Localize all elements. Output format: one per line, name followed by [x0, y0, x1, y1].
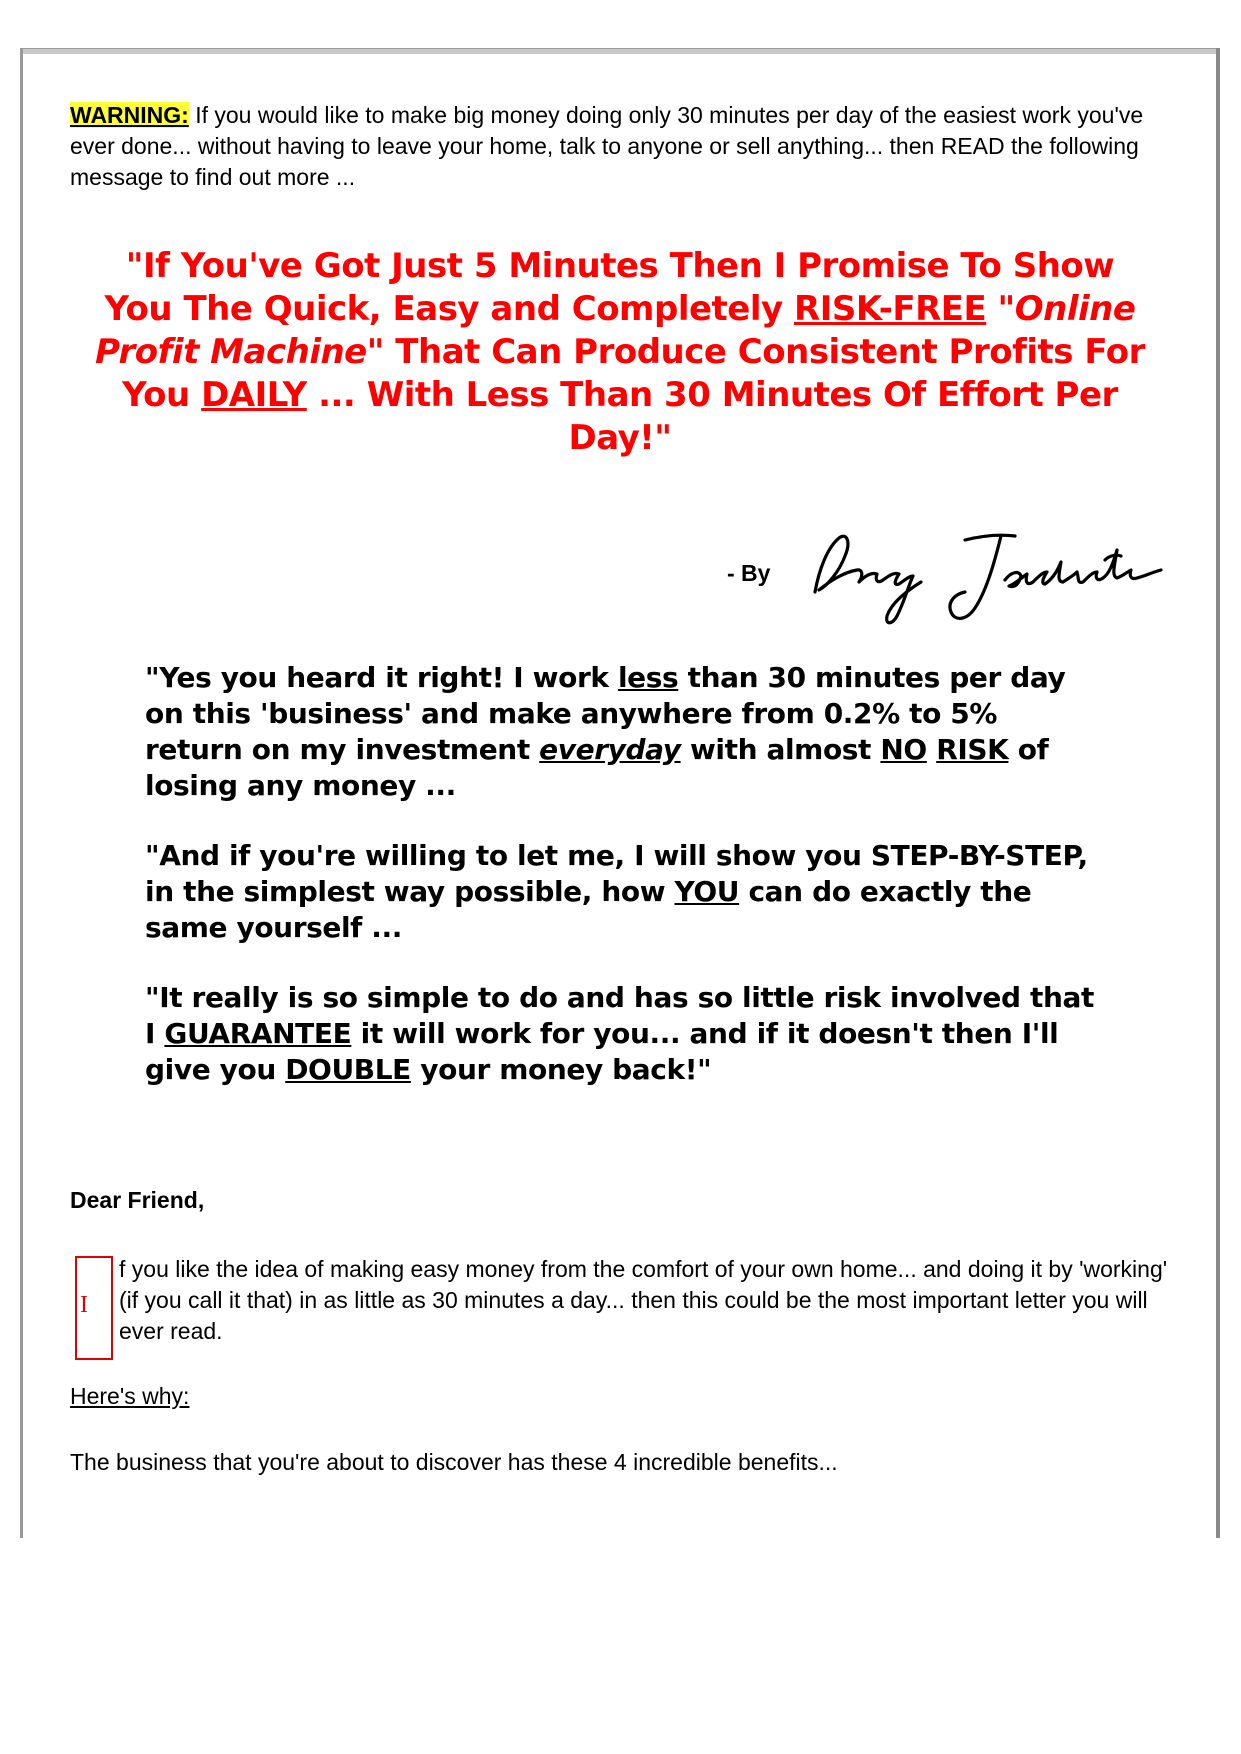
headline-part1: "If You've Got Just 5 Minutes Then I Promise To Show You The Quick, Easy and Completely: [104, 246, 1115, 329]
heres-why-heading: Here's why:: [70, 1383, 190, 1409]
quote-1: [145, 660, 1095, 804]
quote-1-no: NO: [880, 733, 927, 766]
quote-1-risk: RISK: [936, 733, 1009, 766]
quote-1-text-d: of losing any money ...: [145, 733, 1049, 802]
headline-daily: DAILY: [201, 375, 307, 415]
quote-1-text-a: "Yes you heard it right! I work: [145, 661, 618, 694]
quote-3-guarantee: GUARANTEE: [164, 1017, 352, 1050]
frame-top-border: [20, 48, 1220, 54]
quote-3-text-c: your money back!": [410, 1053, 712, 1086]
warning-text: If you would like to make big money doing only 30 minutes per day of the easiest work you've ever done... without having to leave your home, talk to anyone or sell anything... then READ the following message to find out more ...: [70, 102, 1144, 190]
headline-risk-free: RISK-FREE: [794, 289, 987, 329]
quote-1-text-b: than 30 minutes per day on this 'business' and make anywhere from 0.2% to 5% return on my investment: [145, 661, 1066, 766]
quote-2: [145, 838, 1095, 946]
headline-part3: ... With Less Than 30 Minutes Of Effort Per Day!": [306, 375, 1118, 458]
quote-1-everyday: everyday: [539, 733, 681, 766]
quote-2-you: YOU: [674, 875, 740, 908]
byline-prefix: - By: [727, 560, 771, 586]
frame-left-border: [20, 48, 23, 1538]
quote-2-text-a: "And if you're willing to let me, I will show you STEP-BY-STEP, in the simplest way possible, how: [145, 839, 1088, 908]
headline-part2: That Can Produce Consistent Profits For You: [122, 332, 1145, 415]
headline-italic: "Online Profit Machine": [95, 289, 1136, 372]
benefits-intro-paragraph: The business that you're about to discover has these 4 incredible benefits...: [70, 1449, 838, 1475]
quote-1-space: [927, 733, 936, 766]
quote-1-text-c: with almost: [680, 733, 881, 766]
frame-right-border: [1216, 48, 1220, 1538]
quote-3-text-b: it will work for you... and if it doesn't then I'll give you: [145, 1017, 1059, 1086]
quote-3-text-a: "It really is so simple to do and has so little risk involved that I: [145, 981, 1095, 1050]
quote-3-double: DOUBLE: [285, 1053, 411, 1086]
dropcap-letter: I: [80, 1292, 88, 1318]
quote-2-text-b: can do exactly the same yourself ...: [145, 875, 1032, 944]
headline: [90, 245, 1150, 460]
quote-3: [145, 980, 1095, 1088]
warning-label: WARNING:: [70, 102, 189, 128]
greeting: Dear Friend,: [70, 1187, 205, 1213]
intro-paragraph: f you like the idea of making easy money from the comfort of your own home... and doing it by 'working' (if you call it that) in as little as 30 minutes a day... then this could be the most important letter you will ever read.: [119, 1256, 1168, 1344]
signature-image: [805, 520, 1165, 630]
quote-1-less: less: [617, 661, 679, 694]
warning-paragraph: [70, 100, 1180, 193]
